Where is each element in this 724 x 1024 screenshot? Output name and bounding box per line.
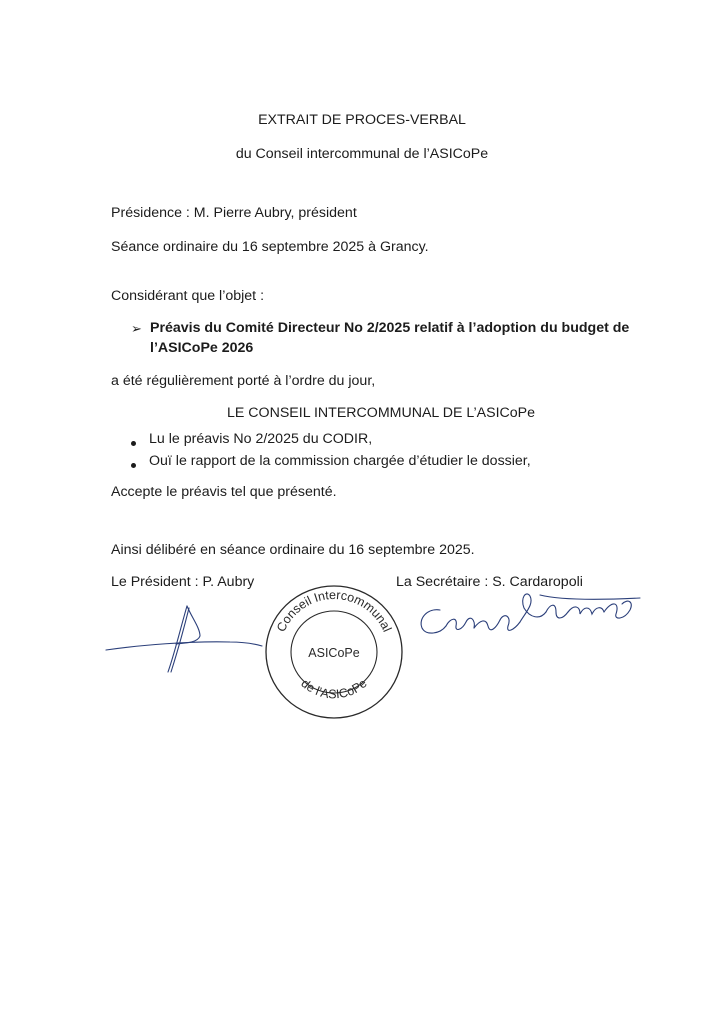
seance-line: Séance ordinaire du 16 septembre 2025 à Grancy. — [111, 239, 429, 255]
objet-line-2: l’ASICoPe 2026 — [150, 340, 254, 356]
stamp-outer-text-bottom: de l’ASICoPe — [298, 676, 370, 702]
stamp-outer-text-top: Conseil Intercommunal — [273, 587, 395, 635]
decision-line: Accepte le préavis tel que présenté. — [111, 484, 337, 500]
document-subtitle: du Conseil intercommunal de l’ASICoPe — [235, 146, 489, 162]
objet-line-1: Préavis du Comité Directeur No 2/2025 relatif à l’adoption du budget de — [150, 320, 630, 336]
document-title: EXTRAIT DE PROCES-VERBAL — [258, 112, 466, 128]
secretaire-label: La Secrétaire : S. Cardaropoli — [396, 574, 583, 590]
conseil-heading: LE CONSEIL INTERCOMMUNAL DE L’ASICoPe — [227, 405, 536, 421]
president-label: Le Président : P. Aubry — [111, 574, 255, 590]
stamp-center-text: ASICoPe — [308, 646, 360, 660]
arrow-right-icon: ➢ — [131, 321, 142, 336]
deliberation-line: Ainsi délibéré en séance ordinaire du 16 septembre 2025. — [111, 542, 475, 558]
presidence-line: Présidence : M. Pierre Aubry, président — [111, 205, 357, 221]
considerant-line: Considérant que l’objet : — [111, 288, 265, 304]
list-item: Lu le préavis No 2/2025 du CODIR, — [149, 431, 373, 447]
list-item: Ouï le rapport de la commission chargée d’étudier le dossier, — [149, 453, 531, 469]
ordre-du-jour-line: a été régulièrement porté à l’ordre du jour, — [111, 373, 376, 389]
